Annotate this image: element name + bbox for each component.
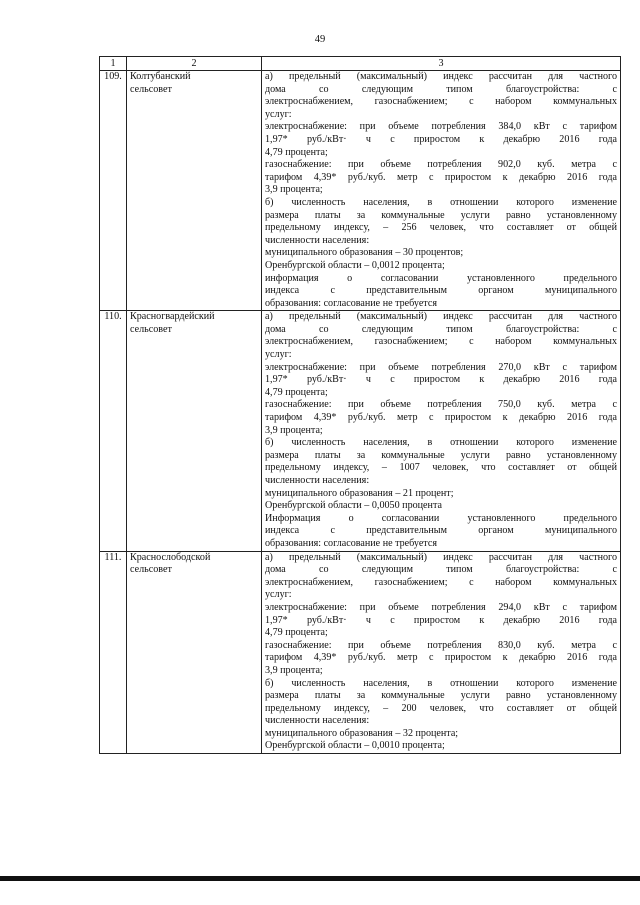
column-header-3: 3 <box>262 57 621 71</box>
municipality-name-line: Колтубанский <box>130 71 191 82</box>
description-line: а) предельный (максимальный) индекс рассчитан для частного <box>265 551 617 563</box>
row-number: 110. <box>100 311 127 551</box>
description-line: муниципального образования – 21 процент; <box>265 487 454 499</box>
description-line: 3,9 процента; <box>265 184 323 196</box>
description-line: 4,79 процента; <box>265 386 328 398</box>
description-line: электроснабжение: при объеме потребления 384,0 кВт с тарифом <box>265 121 617 133</box>
description-line: услуг: <box>265 349 292 361</box>
description-line: 1,97* руб./кВт· ч с приростом к декабрю 2016 года <box>265 374 617 386</box>
description-line: муниципального образования – 30 процентов; <box>265 247 464 259</box>
description-line: предельному индексу, – 200 человек, что составляет от общей <box>265 702 617 714</box>
column-header-1: 1 <box>100 57 127 71</box>
description-line: образования: согласование не требуется <box>265 297 437 309</box>
description-line: 4,79 процента; <box>265 146 328 158</box>
description-line: электроснабжение: при объеме потребления 270,0 кВт с тарифом <box>265 361 617 373</box>
description-line: электроснабжением, газоснабжением; с набором коммунальных <box>265 576 617 588</box>
description-line: образования: согласование не требуется <box>265 537 437 549</box>
column-header-2: 2 <box>127 57 262 71</box>
description-line: размера платы за коммунальные услуги равно установленному <box>265 449 617 461</box>
description-line: предельному индексу, – 256 человек, что составляет от общей <box>265 222 617 234</box>
description-line: тарифом 4,39* руб./куб. метр с приростом к декабрю 2016 года <box>265 412 617 424</box>
municipality-name-line: сельсовет <box>130 323 172 335</box>
description-line: Оренбургской области – 0,0010 процента; <box>265 740 445 752</box>
description-line: численности населения: <box>265 715 370 727</box>
bottom-rule <box>0 876 640 881</box>
table-body <box>100 71 621 754</box>
table-row <box>100 551 621 754</box>
description-line: 3,9 процента; <box>265 664 323 676</box>
description-line: дома со следующим типом благоустройства: с <box>265 323 617 335</box>
index-description <box>262 551 621 754</box>
description-line: численности населения: <box>265 475 370 486</box>
description-line: тарифом 4,39* руб./куб. метр с приростом к декабрю 2016 года <box>265 171 617 183</box>
row-number: 111. <box>100 551 127 754</box>
municipality-name-line: Краснослободской <box>130 551 211 563</box>
description-line: 1,97* руб./кВт· ч с приростом к декабрю 2016 года <box>265 614 617 626</box>
description-line: газоснабжение: при объеме потребления 902,0 куб. метра с <box>265 159 617 171</box>
description-line: б) численность населения, в отношении которого изменение <box>265 196 617 208</box>
description-line: газоснабжение: при объеме потребления 750,0 куб. метра с <box>265 399 617 411</box>
municipality-name-line: сельсовет <box>130 83 172 95</box>
description-line: Оренбургской области – 0,0012 процента; <box>265 259 445 271</box>
index-description <box>262 311 621 551</box>
description-line: 4,79 процента; <box>265 627 328 639</box>
description-line: размера платы за коммунальные услуги равно установленному <box>265 209 617 221</box>
description-line: б) численность населения, в отношении которого изменение <box>265 437 617 449</box>
table-header-row <box>100 57 621 71</box>
description-line: электроснабжение: при объеме потребления 294,0 кВт с тарифом <box>265 601 617 613</box>
table-row <box>100 71 621 311</box>
description-line: муниципального образования – 32 процента; <box>265 727 459 739</box>
description-line: Оренбургской области – 0,0050 процента <box>265 500 442 512</box>
description-line: услуг: <box>265 589 292 601</box>
description-line: услуг: <box>265 108 292 120</box>
description-line: размера платы за коммунальные услуги равно установленному <box>265 690 617 702</box>
description-line: тарифом 4,39* руб./куб. метр с приростом к декабрю 2016 года <box>265 652 617 664</box>
row-number: 109. <box>100 71 127 311</box>
description-line: 1,97* руб./кВт· ч с приростом к декабрю 2016 года <box>265 133 617 145</box>
description-line: численности населения: <box>265 234 370 246</box>
description-line: дома со следующим типом благоустройства: с <box>265 564 617 576</box>
description-line: б) численность населения, в отношении которого изменение <box>265 677 617 689</box>
municipal-index-table <box>99 56 621 754</box>
description-line: электроснабжением, газоснабжением; с набором коммунальных <box>265 336 617 348</box>
description-line: а) предельный (максимальный) индекс рассчитан для частного <box>265 71 617 82</box>
page-number: 49 <box>314 34 326 45</box>
municipality-name <box>127 311 262 551</box>
description-line: электроснабжением, газоснабжением; с набором коммунальных <box>265 96 617 108</box>
description-line: индекса с представительным органом муниципального <box>265 285 617 297</box>
municipality-name-line: сельсовет <box>130 564 172 576</box>
description-line: индекса с представительным органом муниципального <box>265 525 617 537</box>
municipality-name <box>127 71 262 311</box>
description-line: газоснабжение: при объеме потребления 830,0 куб. метра с <box>265 639 617 651</box>
municipality-name <box>127 551 262 754</box>
index-description <box>262 71 621 311</box>
description-line: дома со следующим типом благоустройства: с <box>265 83 617 95</box>
description-line: информация о согласовании установленного предельного <box>265 272 617 284</box>
description-line: 3,9 процента; <box>265 424 323 436</box>
description-line: а) предельный (максимальный) индекс рассчитан для частного <box>265 311 617 323</box>
description-line: Информация о согласовании установленного предельного <box>265 512 617 524</box>
table-row <box>100 311 621 551</box>
description-line: предельному индексу, – 1007 человек, что составляет от общей <box>265 462 617 474</box>
municipality-name-line: Красногвардейский <box>130 311 215 323</box>
